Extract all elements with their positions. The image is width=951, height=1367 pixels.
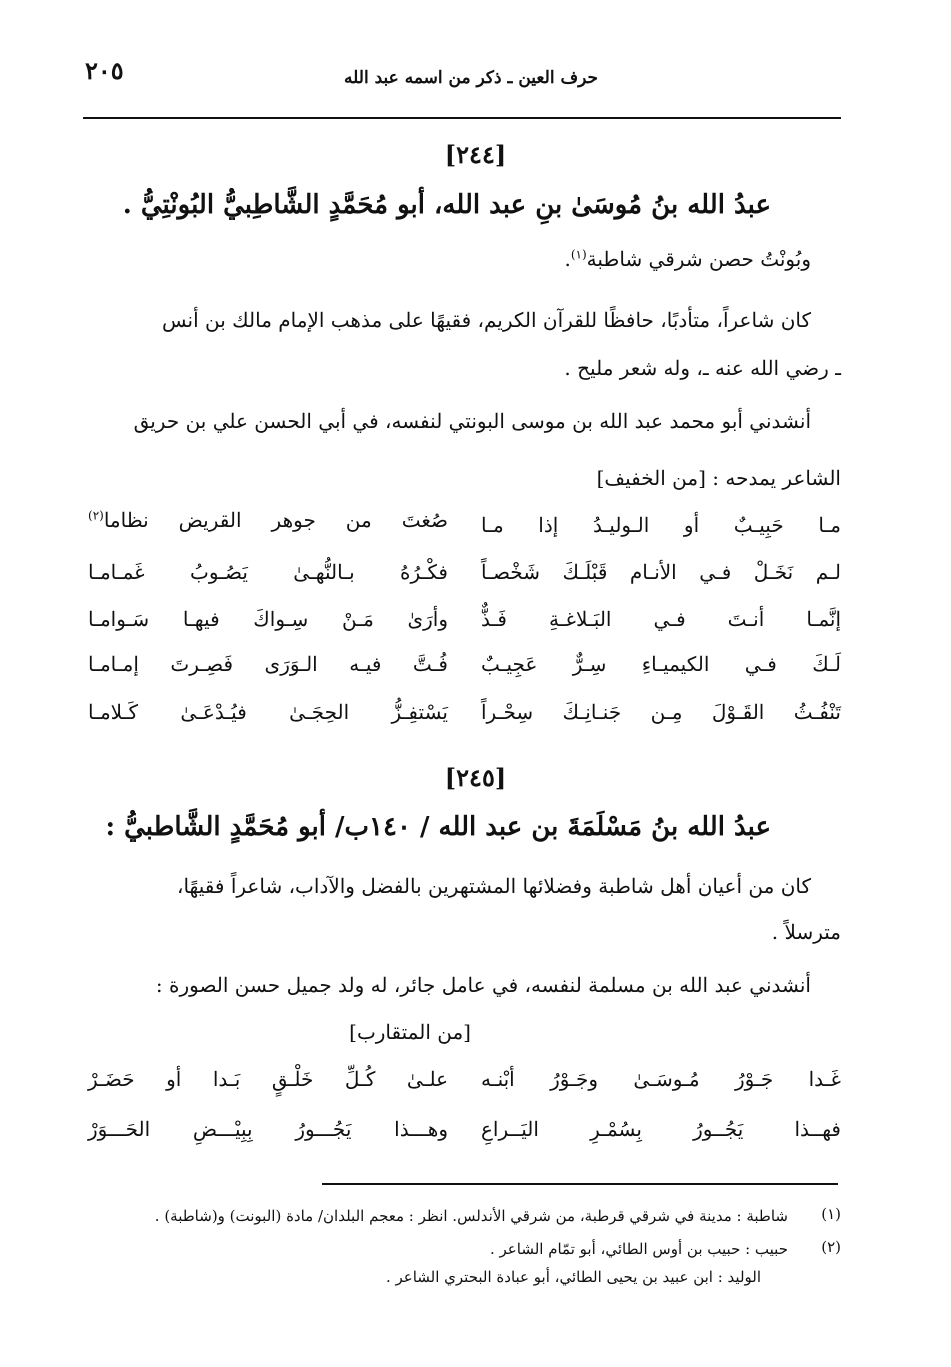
verse-second-half: يَسْتفِـزُّ الحِجَـىٰ فيُـدْعَـىٰ كَـلامـا — [88, 700, 448, 724]
place-note-end: . — [564, 247, 571, 271]
verse-first-half: فهــذا يَجُــورُ بِسُمْـرِ اليَــراعِ — [481, 1117, 841, 1141]
verse-first-half: لَـكَ فـي الكيميـاءِ سِـرٌّ عَجِيـبٌ — [481, 652, 841, 676]
verse-first-half: تَنْفُـثُ القَـوْلَ مِـن جَنـانِـكَ سِحْـراً — [481, 700, 841, 724]
header-divider — [83, 117, 841, 119]
running-header-title: حرف العين ـ ذكر من اسمه عبد الله — [344, 68, 598, 88]
verse-first-half: لـم نَخَـلْ فـي الأنـام قَبْلَـكَ شَخْصـاً — [481, 560, 841, 584]
bio-244-line-1: كان شاعراً، متأدبًا، حافظًا للقرآن الكريم، فقيهًا على مذهب الإمام مالك بن أنس — [162, 308, 811, 332]
recitation-244-line-2: الشاعر يمدحه : [من الخفيف] — [596, 466, 841, 490]
verse-text: صُغتَ من جوهر القريض نظاما — [103, 508, 448, 532]
footnote-number: (٢) — [821, 1238, 841, 1256]
place-note-text: وبُونْتُ حصن شرقي شاطبة — [586, 247, 811, 271]
footnote-mark-2: (٢) — [88, 508, 104, 523]
entry-number-244: [٢٤٤] — [444, 140, 507, 169]
entry-number-245: [٢٤٥] — [444, 763, 507, 792]
place-note — [564, 247, 811, 271]
page-number: ٢٠٥ — [85, 56, 124, 85]
verse-second-half: علـىٰ كُـلِّ خَلْـقٍ بَـدا أو حَضَـرْ — [88, 1067, 448, 1091]
bio-245-line-2: مترسلاً . — [771, 920, 841, 944]
verse-first-half: إنَّمـا أنـتَ فـي البَـلاغـةِ فَـذٌّ — [481, 607, 841, 631]
bio-245-line-1: كان من أعيان أهل شاطبة وفضلائها المشتهرين بالفضل والآداب، شاعراً فقيهًا، — [177, 874, 811, 898]
footnote-text: شاطبة : مدينة في شرقي قرطبة، من شرقي الأندلس. انظر : معجم البلدان/ مادة (البونت) و(شاطبة) . — [154, 1207, 788, 1225]
verse-second-half — [88, 508, 448, 532]
recitation-244-line-1: أنشدني أبو محمد عبد الله بن موسى البونتي لنفسه، في أبي الحسن علي بن حريق — [133, 409, 811, 433]
footnote-text: حبيب : حبيب بن أوس الطائي، أبو تمّام الشاعر . — [489, 1240, 788, 1258]
recitation-245-line: أنشدني عبد الله بن مسلمة لنفسه، في عامل جائر، له ولد جميل حسن الصورة : — [155, 973, 811, 997]
footnote-number: (١) — [821, 1205, 841, 1223]
verse-second-half: فُـتَّ فيـه الـوَرَى فَصِـرتَ إمـامـا — [88, 652, 448, 676]
verse-first-half: غَـدا جَـوْرُ مُـوسَـىٰ وجَـوْرُ أبْنـه — [481, 1067, 841, 1091]
entry-title-245: عبدُ الله بنُ مَسْلَمَةَ بن عبد الله / ١٤٠ب/ أبو مُحَمَّدٍ الشَّاطبيُّ : — [105, 812, 771, 842]
verse-second-half: فكْـرُهُ بـالنُّهـىٰ يَصُـوبُ غَمـامـا — [88, 560, 448, 584]
verse-first-half: مـا حَبِيـبٌ أو الـوليـدُ إذا مـا — [481, 513, 841, 537]
footnote-mark-1: (١) — [570, 247, 587, 262]
meter-label: [من المتقارب] — [349, 1020, 471, 1044]
footnote-text: الوليد : ابن عبيد بن يحيى الطائي، أبو عبادة البحتري الشاعر . — [385, 1268, 761, 1286]
bio-244-line-2: ـ رضي الله عنه ـ، وله شعر مليح . — [564, 356, 841, 380]
verse-second-half: وأرَىٰ مَـنْ سِـواكَ فيهـا سَـوامـا — [88, 607, 448, 631]
footnote-divider — [322, 1183, 838, 1185]
verse-second-half: وهـــذا يَجُـــورُ بِبِيْـــضِ الحَـــوَرْ — [88, 1117, 448, 1141]
entry-title-244: عبدُ الله بنُ مُوسَىٰ بنِ عبد الله، أبو مُحَمَّدٍ الشَّاطِبيُّ البُونْتِيُّ . — [122, 190, 771, 220]
